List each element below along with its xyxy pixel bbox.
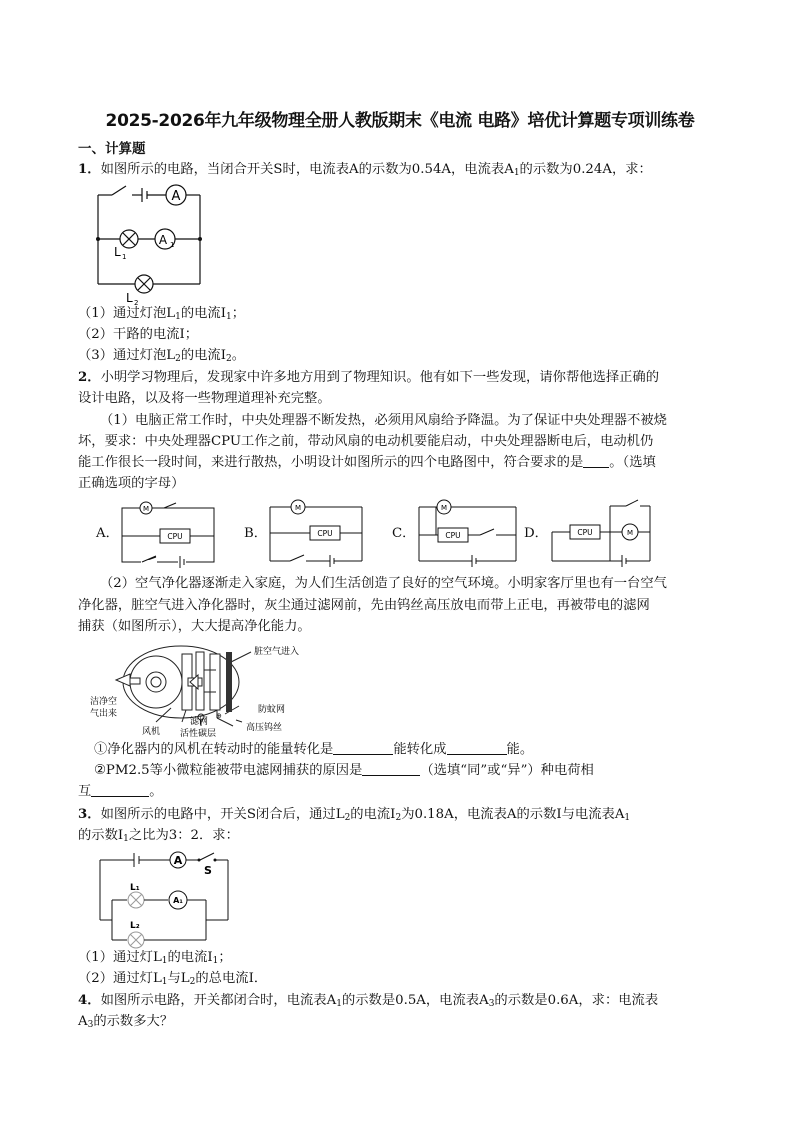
q2-sub1: ①净化器内的风机在转动时的能量转化是 能转化成 能。: [94, 742, 534, 757]
q2-sub2: ②PM2.5等小微粒能被带电滤网捕获的原因是 （选填“同”或“异”）种电荷相: [94, 763, 594, 778]
label-filter: 滤网: [190, 717, 209, 727]
q1-number: 1．: [78, 162, 101, 177]
q1-stem: 1．如图所示的电路，当闭合开关S时，电流表A的示数为0.54A，电流表$A_1$的示数为0.24A，求：: [78, 162, 652, 178]
q2-number: 2．: [78, 370, 101, 385]
label-clean-air-b: 气出来: [90, 709, 118, 719]
q3-stem-line2: 的示数$I_1$之比为3：2．求：: [78, 828, 239, 844]
page-title: 2025-2026年九年级物理全册人教版期末《电流 电路》培优计算题专项训练卷: [105, 111, 695, 131]
svg-text:⊕: ⊕: [216, 712, 222, 720]
air-purifier-diagram: [86, 640, 310, 740]
motor-icon: M: [142, 505, 150, 513]
q1-ammeter-a-label: A: [171, 189, 181, 204]
q2-stem-line2: 设计电路，以及将一些物理道理补充完整。: [78, 391, 331, 406]
option-a-circuit: [120, 500, 218, 568]
answer-blank[interactable]: [91, 782, 149, 797]
option-c-circuit: [416, 495, 520, 567]
svg-text:CPU: CPU: [317, 529, 333, 538]
answer-blank[interactable]: [362, 761, 420, 776]
svg-text:1: 1: [122, 253, 127, 261]
label-fan: 风机: [142, 727, 161, 737]
motor-icon: M: [294, 504, 302, 512]
q2-part1-line2: 坏，要求：中央处理器CPU工作之前，带动风扇的电动机要能启动，中央处理器断电后，电动机仍: [78, 434, 654, 449]
option-a-label: A．: [96, 526, 119, 541]
q1-part2: （2）干路的电流I；: [78, 327, 199, 342]
svg-text:CPU: CPU: [577, 528, 593, 537]
answer-blank[interactable]: [333, 740, 393, 755]
q3-lamp-l1-label: L₁: [130, 883, 140, 893]
q2-sub2-cont: 互 。: [78, 784, 163, 799]
q1-lamp-l1-label: L: [114, 245, 121, 259]
option-b-circuit: [268, 497, 366, 567]
q2-part2-line2: 净化器，脏空气进入净化器时，灰尘通过滤网前，先由钨丝高压放电而带上正电，再被带电的滤网: [78, 598, 650, 613]
option-d-label: D．: [524, 526, 548, 541]
q3-ammeter-a1-label: A₁: [173, 896, 183, 905]
label-clean-air-a: 洁净空: [90, 697, 118, 707]
section-title: 一、计算题: [78, 141, 146, 157]
q3-part1: （1）通过灯$L_1$的电流$I_1$；: [78, 950, 232, 966]
q2-part1-line4: 正确选项的字母）: [78, 476, 185, 491]
q1-part3: （3）通过灯泡$L_2$的电流$I_2$。: [78, 348, 245, 364]
answer-blank[interactable]: [447, 740, 507, 755]
q1-lamp-l2-label: L: [126, 291, 133, 305]
option-c-label: C．: [392, 526, 416, 541]
q2-stem-line1: 2．小明学习物理后，发现家中许多地方用到了物理知识。他有如下一些发现，请你帮他选择正确的: [78, 370, 660, 385]
q2-part2-line1: （2）空气净化器逐渐走入家庭，为人们生活创造了良好的空气环境。小明家客厅里也有一台空气: [100, 576, 667, 591]
label-dirty-air: 脏空气进入: [254, 647, 300, 657]
svg-text:1: 1: [170, 241, 175, 249]
q1-part1: （1）通过灯泡$L_1$的电流$I_1$；: [78, 306, 245, 322]
q3-switch-s-label: S: [204, 864, 212, 877]
q2-part1-line3: 能工作很长一段时间，来进行散热，小明设计如图所示的四个电路图中，符合要求的是 。（选填: [78, 455, 656, 470]
q3-ammeter-a-label: A: [173, 854, 183, 867]
label-carbon: 活性碳层: [180, 729, 217, 739]
q3-circuit-diagram: [94, 850, 234, 948]
q4-stem-line2: $A_3$的示数多大？: [78, 1014, 174, 1030]
svg-text:2: 2: [134, 299, 139, 307]
q1-circuit-diagram: [92, 180, 207, 305]
label-mesh: 防蚊网: [258, 705, 286, 715]
q3-part2: （2）通过灯$L_1$与$L_2$的总电流I．: [78, 971, 268, 987]
option-b-label: B．: [244, 526, 268, 541]
q2-part1-line1: （1）电脑正常工作时，中央处理器不断发热，必须用风扇给予降温。为了保证中央处理器不被烧: [100, 413, 667, 428]
svg-text:CPU: CPU: [167, 532, 183, 541]
q3-lamp-l2-label: L₂: [130, 921, 140, 931]
motor-icon: M: [440, 504, 448, 512]
q3-number: 3．: [78, 807, 101, 822]
answer-blank[interactable]: [583, 453, 609, 468]
label-wire: 高压钨丝: [246, 723, 283, 733]
q4-number: 4．: [78, 993, 101, 1008]
q3-stem-line1: 3．如图所示的电路中，开关S闭合后，通过$L_2$的电流$I_2$为0.18A，电流表A的示数I与电流表$A_1$: [78, 807, 631, 823]
option-d-circuit: [548, 492, 654, 568]
svg-text:CPU: CPU: [445, 531, 461, 540]
q4-stem-line1: 4．如图所示电路，开关都闭合时，电流表$A_1$的示数是0.5A，电流表$A_3$的示数是0.6A，求：电流表: [78, 993, 659, 1009]
motor-icon: M: [626, 529, 634, 537]
q2-part2-line3: 捕获（如图所示），大大提高净化能力。: [78, 619, 311, 634]
q1-ammeter-a1-label: A: [158, 233, 168, 247]
